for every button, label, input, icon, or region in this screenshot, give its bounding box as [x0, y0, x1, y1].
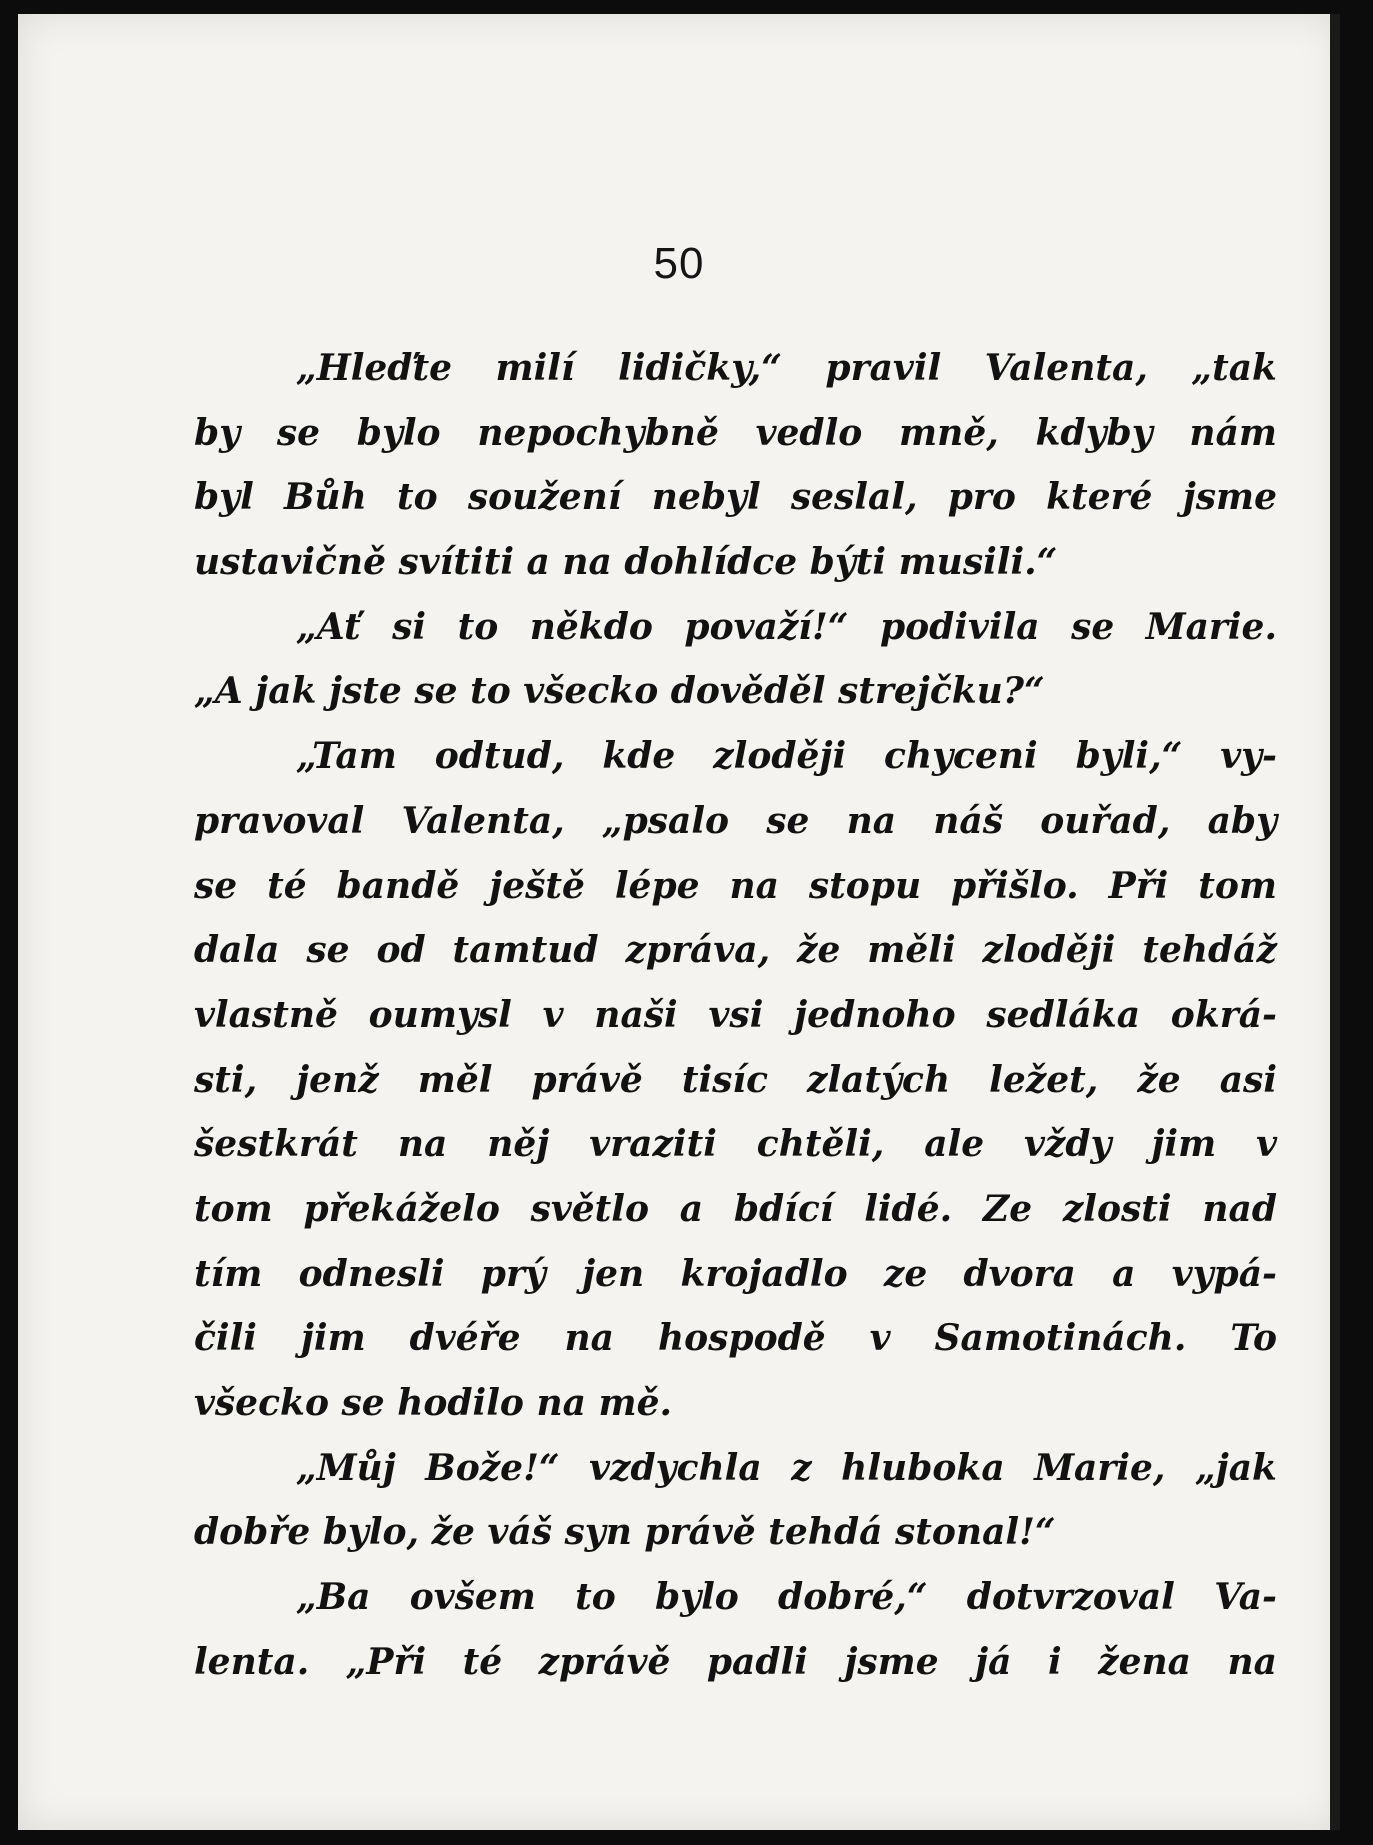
text-line: šestkrát na něj vraziti chtěli, ale vždy jim v — [194, 1123, 1277, 1166]
text-line: lenta. „Při té zprávě padli jsme já i žena na — [194, 1640, 1277, 1683]
text-line: „Ba ovšem to bylo dobré,“ dotvrzoval Va- — [296, 1576, 1277, 1619]
text-line: se té bandě ještě lépe na stopu přišlo. Při tom — [194, 864, 1277, 907]
text-line: dala se od tamtud zpráva, že měli zloději tehdáž — [194, 929, 1277, 972]
text-line: pravoval Valenta, „psalo se na náš ouřad, aby — [194, 799, 1277, 842]
text-line: vlastně oumysl v naši vsi jednoho sedláka okrá- — [194, 993, 1277, 1036]
text-line: všecko se hodilo na mě. — [194, 1382, 673, 1424]
text-line: tom překáželo světlo a bdící lidé. Ze zlosti nad — [194, 1187, 1277, 1230]
text-line: dobře bylo, že váš syn právě tehdá stonal!“ — [194, 1511, 1056, 1554]
text-line: „A jak jste se to všecko dověděl strejčku?“ — [194, 670, 1045, 713]
text-line: „Ať si to někdo považí!“ podivila se Marie. — [296, 605, 1277, 648]
text-line: byl Bůh to soužení nebyl seslal, pro které jsme — [194, 476, 1277, 519]
text-line: „Tam odtud, kde zloději chyceni byli,“ vy- — [296, 735, 1277, 778]
text-line: „Hleďte milí lidičky,“ pravil Valenta, „tak — [296, 347, 1277, 389]
body-text — [194, 336, 1277, 1694]
text-line: tím odnesli prý jen krojadlo ze dvora a vypá- — [194, 1252, 1277, 1295]
text-line: ustavičně svítiti a na dohlídce býti musili.“ — [194, 541, 1058, 584]
page-number: 50 — [653, 239, 705, 288]
text-line: čili jim dvéře na hospodě v Samotinách. To — [194, 1317, 1277, 1360]
text-line: „Můj Bože!“ vzdychla z hluboka Marie, „jak — [296, 1446, 1277, 1489]
text-line: by se bylo nepochybně vedlo mně, kdyby nám — [194, 411, 1277, 454]
text-line: sti, jenž měl právě tisíc zlatých ležet, že asi — [194, 1058, 1277, 1101]
book-page — [18, 14, 1340, 1830]
